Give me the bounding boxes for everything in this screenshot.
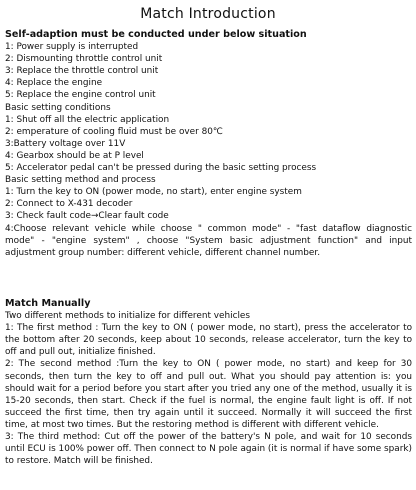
- text-line: 2: Dismounting throttle control unit: [5, 54, 163, 65]
- method-2-paragraph: 2: The second method :Turn the key to ON ( power mode, no start) and keep for 30 seconds, then turn the key to off and pull out. What you should pay attention is: you should wait for a period before you start after you tried any one of the method, usually it is 15-20 seconds, then start. Check if the fuel is normal, the engine fault light is off. If not succeed the first time, then try again until it succeed. Normally it will succeed the first time, at most two times. But the restoring method is different with different vehicle.: [5, 359, 412, 430]
- text-line: 5: Accelerator pedal can't be pressed during the basic setting process: [5, 163, 317, 174]
- text-line: 1: Power supply is interrupted: [5, 42, 139, 53]
- text-line: 1: Turn the key to ON (power mode, no start), enter engine system: [5, 187, 302, 198]
- text-paragraph: 4:Choose relevant vehicle while choose " common mode" - "fast dataflow diagnostic mode" - "engine system" , choose "System basic adjustment function" and input adjustment group number: different vehicle, different channel number.: [5, 223, 412, 258]
- text-line: 3:Battery voltage over 11V: [5, 138, 126, 149]
- subheading-line: Basic setting method and process: [5, 175, 156, 186]
- text-line: 3: Replace the throttle control unit: [5, 66, 159, 77]
- self-adaption-section: [5, 29, 412, 259]
- method-1-paragraph: 1: The first method : Turn the key to ON ( power mode, no start), press the accelerator to the bottom after 20 seconds, keep about 10 seconds, release accelerator, turn the key to off and pull out, initialize finished.: [5, 323, 412, 358]
- text-line: Two different methods to initialize for different vehicles: [5, 311, 251, 322]
- text-line: 4: Gearbox should be at P level: [5, 150, 144, 161]
- text-line: 5: Replace the engine control unit: [5, 90, 156, 101]
- method-3-paragraph: 3: The third method: Cut off the power of the battery's N pole, and wait for 10 seconds until ECU is 100% power off. Then connect to N pole again (it is normal if have some spark) to restore. Match will be finished.: [5, 432, 412, 467]
- section-heading: Self-adaption must be conducted under below situation: [5, 29, 307, 40]
- text-line: 4: Replace the engine: [5, 78, 103, 89]
- text-line: 1: Shut off all the electric application: [5, 114, 170, 125]
- page-title: Match Introduction: [140, 6, 276, 22]
- match-manually-section: [5, 298, 412, 467]
- text-line: 3: Check fault code→Clear fault code: [5, 211, 169, 222]
- subheading-line: Basic setting conditions: [5, 102, 111, 113]
- text-line: 2: emperature of cooling fluid must be over 80℃: [5, 126, 223, 137]
- section-heading: Match Manually: [5, 298, 91, 309]
- text-line: 2: Connect to X-431 decoder: [5, 199, 133, 210]
